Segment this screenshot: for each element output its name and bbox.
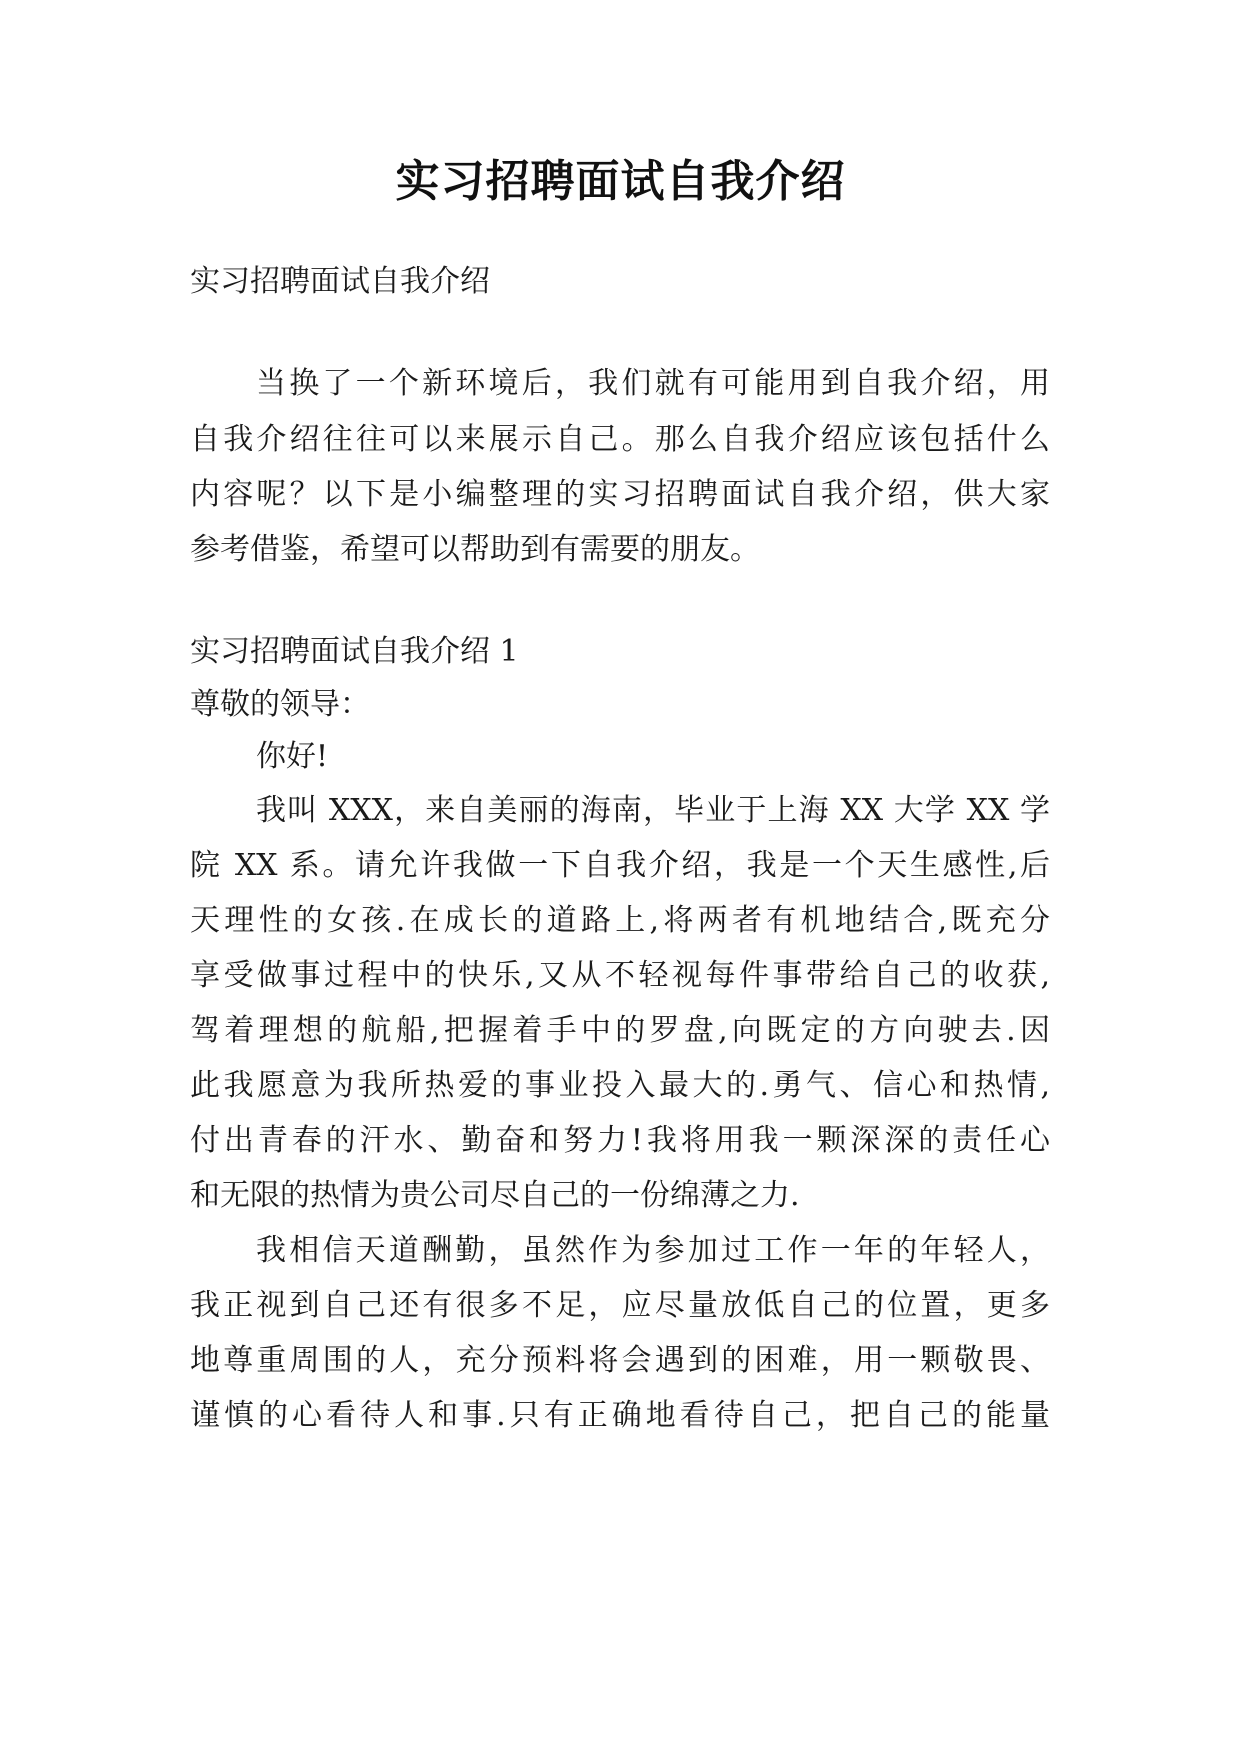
document-title: 实习招聘面试自我介绍 <box>395 156 846 207</box>
section-heading: 实习招聘面试自我介绍 1 <box>190 634 519 669</box>
paragraph-line: 此我愿意为我所热爱的事业投入最大的.勇气、信心和热情, <box>190 1068 1050 1103</box>
paragraph-line: 谨慎的心看待人和事.只有正确地看待自己，把自己的能量 <box>190 1398 1050 1433</box>
intro-line: 内容呢？以下是小编整理的实习招聘面试自我介绍，供大家 <box>190 477 1050 512</box>
paragraph-line: 地尊重周围的人，充分预料将会遇到的困难，用一颗敬畏、 <box>190 1343 1050 1378</box>
intro-line: 参考借鉴，希望可以帮助到有需要的朋友。 <box>190 532 760 567</box>
paragraph-line: 付出青春的汗水、勤奋和努力!我将用我一颗深深的责任心 <box>190 1123 1050 1158</box>
paragraph-line: 院 XX 系。请允许我做一下自我介绍，我是一个天生感性,后 <box>190 848 1050 883</box>
intro-line: 自我介绍往往可以来展示自己。那么自我介绍应该包括什么 <box>190 422 1050 457</box>
paragraph-line: 和无限的热情为贵公司尽自己的一份绵薄之力. <box>190 1178 800 1213</box>
intro-line: 当换了一个新环境后，我们就有可能用到自我介绍，用 <box>256 366 1050 401</box>
paragraph-line: 享受做事过程中的快乐,又从不轻视每件事带给自己的收获, <box>190 958 1050 993</box>
salutation: 尊敬的领导： <box>190 687 370 722</box>
paragraph-line: 天理性的女孩.在成长的道路上,将两者有机地结合,既充分 <box>190 903 1050 938</box>
paragraph-line: 我叫 XXX，来自美丽的海南，毕业于上海 XX 大学 XX 学 <box>256 793 1050 828</box>
greeting: 你好! <box>256 739 329 774</box>
paragraph-line: 我正视到自己还有很多不足，应尽量放低自己的位置，更多 <box>190 1288 1050 1323</box>
document-subtitle: 实习招聘面试自我介绍 <box>190 264 490 299</box>
paragraph-line: 驾着理想的航船,把握着手中的罗盘,向既定的方向驶去.因 <box>190 1013 1050 1048</box>
paragraph-line: 我相信天道酬勤，虽然作为参加过工作一年的年轻人， <box>256 1233 1050 1268</box>
